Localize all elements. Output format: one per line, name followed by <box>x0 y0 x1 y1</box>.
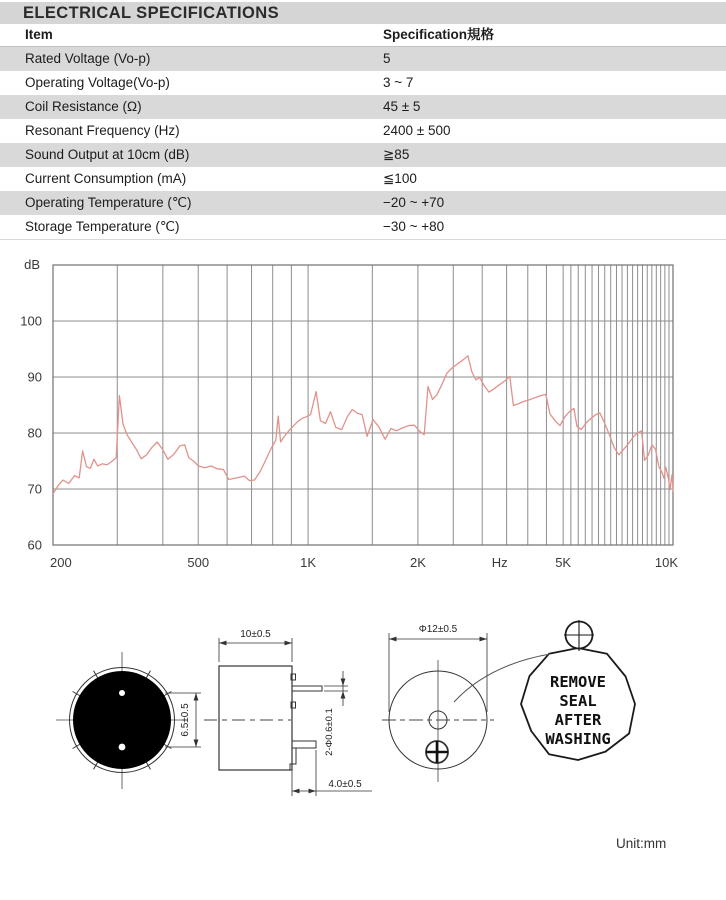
dimension-arrowhead <box>341 679 346 687</box>
spec-cell: 2400 ± 500 <box>383 123 451 138</box>
dimension-arrowhead <box>285 641 293 646</box>
table-row <box>0 47 726 72</box>
chart-grid <box>53 265 673 545</box>
x-tick-label: Hz <box>491 555 508 570</box>
col-header-item: Item <box>0 24 383 47</box>
seal-text-line: WASHING <box>545 730 611 748</box>
spec-cell: ≦100 <box>383 171 417 186</box>
x-tick-label: 5K <box>555 555 572 570</box>
dimension-arrowhead <box>194 693 199 701</box>
item-cell: Resonant Frequency (Hz) <box>25 123 180 138</box>
rim-tick <box>164 692 172 697</box>
pin-length-label: 4.0±0.5 <box>328 779 362 790</box>
table-row <box>0 95 726 119</box>
y-tick-label: 60 <box>27 537 42 553</box>
dimension-arrowhead <box>194 740 199 748</box>
pin-spacing-label: 6.5±0.5 <box>180 703 191 737</box>
rim-tick <box>94 762 99 770</box>
dimension-arrowhead <box>389 637 397 642</box>
frequency-response-chart <box>0 250 726 590</box>
dimension-arrowhead <box>219 641 227 646</box>
table-row <box>0 143 726 167</box>
y-axis-title: dB <box>24 257 40 272</box>
x-tick-label: 200 <box>50 555 72 570</box>
item-cell: Current Consumption (mA) <box>25 171 187 186</box>
mechanical-drawings <box>0 608 726 838</box>
seal-text-line: REMOVE <box>550 673 606 691</box>
seal-tag <box>454 620 635 760</box>
table-row <box>0 191 726 215</box>
table-row <box>0 215 726 240</box>
dimension-arrowhead <box>292 789 300 794</box>
rim-tick <box>73 744 81 749</box>
case-step <box>290 748 296 770</box>
rim-tick <box>146 671 151 679</box>
pin-diameter-label: 2-Φ0.6±0.1 <box>324 708 335 756</box>
page-title: ELECTRICAL SPECIFICATIONS <box>23 4 279 22</box>
spec-cell: −30 ~ +80 <box>383 219 445 234</box>
pin-mark-bottom <box>119 744 126 751</box>
rear-view-drawing <box>382 624 494 782</box>
spec-cell: ≧85 <box>383 147 410 162</box>
spec-cell: −20 ~ +70 <box>383 195 445 210</box>
seal-disc <box>74 672 171 769</box>
rim-tick <box>73 692 81 697</box>
case-body <box>219 666 292 770</box>
side-view-drawing <box>204 629 372 796</box>
item-cell: Coil Resistance (Ω) <box>25 99 142 114</box>
item-cell: Sound Output at 10cm (dB) <box>25 147 190 162</box>
unit-note: Unit:mm <box>616 836 667 851</box>
dimension-arrowhead <box>480 637 488 642</box>
item-cell: Operating Voltage(Vo-p) <box>25 75 170 90</box>
rim-tick <box>164 744 172 749</box>
section-title-bar <box>0 2 726 24</box>
rim-tick <box>94 671 99 679</box>
dimension-arrowhead <box>341 691 346 699</box>
y-tick-label: 100 <box>20 313 42 329</box>
item-cell: Storage Temperature (℃) <box>25 219 180 234</box>
item-cell: Operating Temperature (℃) <box>25 195 192 210</box>
mechanical-drawings-area <box>0 608 726 838</box>
front-view-drawing <box>56 652 201 789</box>
terminal-pin-upper <box>292 686 322 691</box>
case-diameter-label: Φ12±0.5 <box>418 624 458 635</box>
spec-cell: 45 ± 5 <box>383 99 421 114</box>
col-header-specification: Specification規格 <box>383 24 726 47</box>
table-row <box>0 71 726 95</box>
spec-cell: 5 <box>383 51 391 66</box>
y-tick-label: 70 <box>27 481 42 497</box>
spec-cell: 3 ~ 7 <box>383 75 414 90</box>
y-tick-label: 90 <box>27 369 42 385</box>
table-row <box>0 167 726 191</box>
seal-text-line: SEAL <box>559 692 597 710</box>
pin-mark-top <box>119 690 125 696</box>
seal-text-line: AFTER <box>554 711 602 729</box>
response-curve <box>53 356 673 494</box>
x-tick-label: 2K <box>409 555 426 570</box>
dimension-arrowhead <box>309 789 317 794</box>
terminal-pin-lower <box>292 741 316 748</box>
spec-table <box>0 24 726 240</box>
x-tick-label: 10K <box>654 555 678 570</box>
table-row <box>0 119 726 143</box>
item-cell: Rated Voltage (Vo-p) <box>25 51 151 66</box>
plot-border <box>53 265 673 545</box>
y-tick-label: 80 <box>27 425 42 441</box>
x-tick-label: 500 <box>187 555 210 570</box>
rim-tick <box>146 762 151 770</box>
x-tick-label: 1K <box>300 555 317 570</box>
frequency-response-chart-area <box>0 250 726 590</box>
spec-table-header-row <box>0 24 726 47</box>
case-width-label: 10±0.5 <box>240 629 271 640</box>
